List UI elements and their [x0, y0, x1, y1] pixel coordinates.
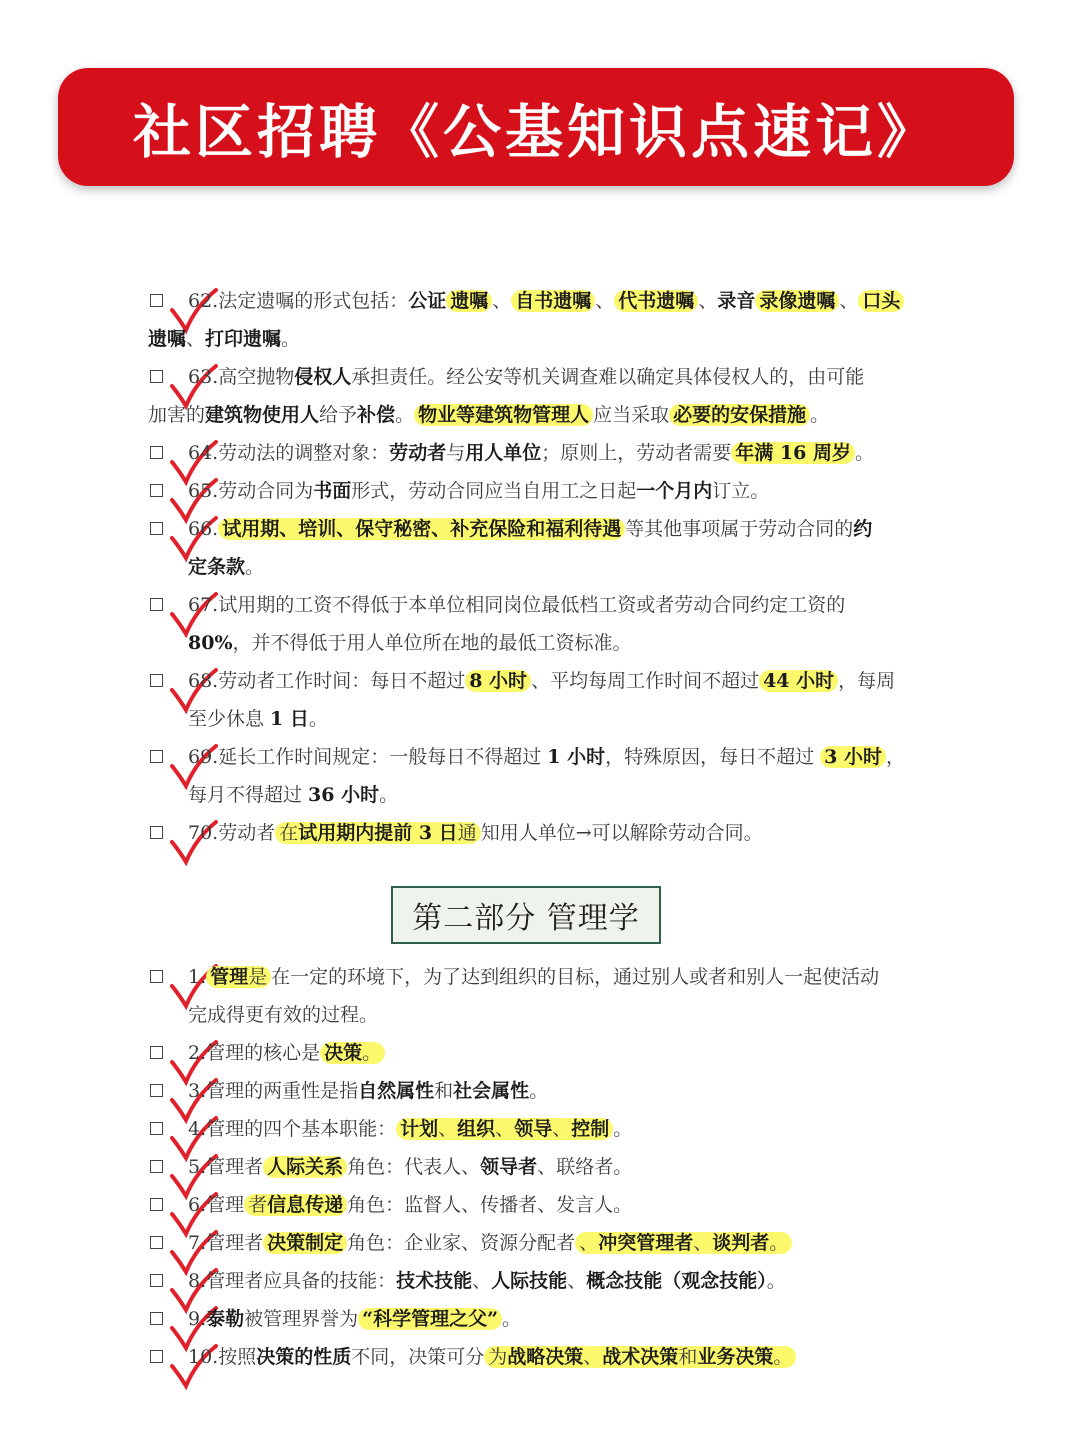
checkbox[interactable]	[150, 1198, 163, 1211]
list-item: 70.劳动者 在试用期内提前 3 日通 知用人单位→可以解除劳动合同。	[188, 822, 763, 844]
checkbox[interactable]	[150, 446, 163, 459]
list-item: 62.法定遗嘱的形式包括：公证 遗嘱 、 自书遗嘱 、 代书遗嘱 、录音 录像遗嘱 、 口头	[188, 282, 904, 320]
section-header	[391, 886, 661, 944]
list-item: 8.管理者应具备的技能：技术技能、人际技能、概念技能（观念技能）。	[188, 1270, 786, 1292]
list-item: 67.试用期的工资不得低于本单位相同岗位最低档工资或者劳动合同约定工资的 80%，并不得低于用人单位所在地的最低工资标准。	[188, 594, 846, 654]
checkbox[interactable]	[150, 1350, 163, 1363]
section-title: 第二部分 管理学	[412, 901, 640, 936]
checkbox[interactable]	[150, 826, 163, 839]
checkbox[interactable]	[150, 1122, 163, 1135]
checkbox[interactable]	[150, 674, 163, 687]
list-item: 2.管理的核心是 决策。	[188, 1034, 385, 1072]
checkbox[interactable]	[150, 598, 163, 611]
checkbox[interactable]	[150, 970, 163, 983]
list-item: 10.按照决策的性质不同，决策可分 为战略决策、战术决策和业务决策。	[188, 1338, 796, 1376]
list-item: 65.劳动合同为书面形式，劳动合同应当自用工之日起一个月内订立。	[188, 480, 770, 502]
checkbox[interactable]	[150, 484, 163, 497]
list-item: 68.劳动者工作时间：每日不超过 8 小时 、平均每周工作时间不超过 44 小时 ，每周 至少休息 1 日。	[188, 670, 896, 730]
checkbox[interactable]	[150, 1274, 163, 1287]
checkbox[interactable]	[150, 1236, 163, 1249]
checkbox[interactable]	[150, 750, 163, 763]
checkbox[interactable]	[150, 1312, 163, 1325]
list-item: 7.管理者 决策制定 角色：企业家、资源分配者 、冲突管理者、谈判者。	[188, 1224, 792, 1262]
list-item: 9.泰勒被管理界誉为 “科学管理之父” 。	[188, 1308, 522, 1330]
list-item: 6.管理 者信息传递 角色：监督人、传播者、发言人。	[188, 1194, 633, 1216]
title-banner	[58, 68, 1014, 186]
list-item: 69.延长工作时间规定：一般每日不得超过 1 小时，特殊原因，每日不超过 3 小时 ， 每月不得超过 36 小时。	[188, 746, 906, 806]
list-item: 1. 管理是 在一定的环境下，为了达到组织的目标，通过别人或者和别人一起使活动 完成得更有效的过程。	[188, 966, 880, 1026]
list-item: 63.高空抛物侵权人承担责任。经公安等机关调查难以确定具体侵权人的，由可能	[188, 366, 865, 388]
banner-title: 社区招聘《公基知识点速记》	[132, 98, 939, 166]
list-item-continuation: 遗嘱、打印遗嘱。	[148, 328, 301, 350]
list-item: 4.管理的四个基本职能： 计划、组织、领导、控制 。	[188, 1118, 633, 1140]
list-item: 3.管理的两重性是指自然属性和社会属性。	[188, 1080, 549, 1102]
checkbox[interactable]	[150, 294, 163, 307]
list-item: 66. 试用期、培训、保守秘密、补充保险和福利待遇 等其他事项属于劳动合同的约 定条款。	[188, 518, 873, 578]
list-item: 5.管理者 人际关系 角色：代表人、领导者、联络者。	[188, 1156, 633, 1178]
checkbox[interactable]	[150, 1160, 163, 1173]
checkbox[interactable]	[150, 1046, 163, 1059]
checkbox[interactable]	[150, 522, 163, 535]
list-item: 64.劳动法的调整对象：劳动者与用人单位；原则上，劳动者需要 年满 16 周岁 。	[188, 442, 874, 464]
checkbox[interactable]	[150, 1084, 163, 1097]
checkbox[interactable]	[150, 370, 163, 383]
list-item-continuation: 加害的建筑物使用人给予补偿。 物业等建筑物管理人 应当采取 必要的安保措施 。	[148, 404, 830, 426]
